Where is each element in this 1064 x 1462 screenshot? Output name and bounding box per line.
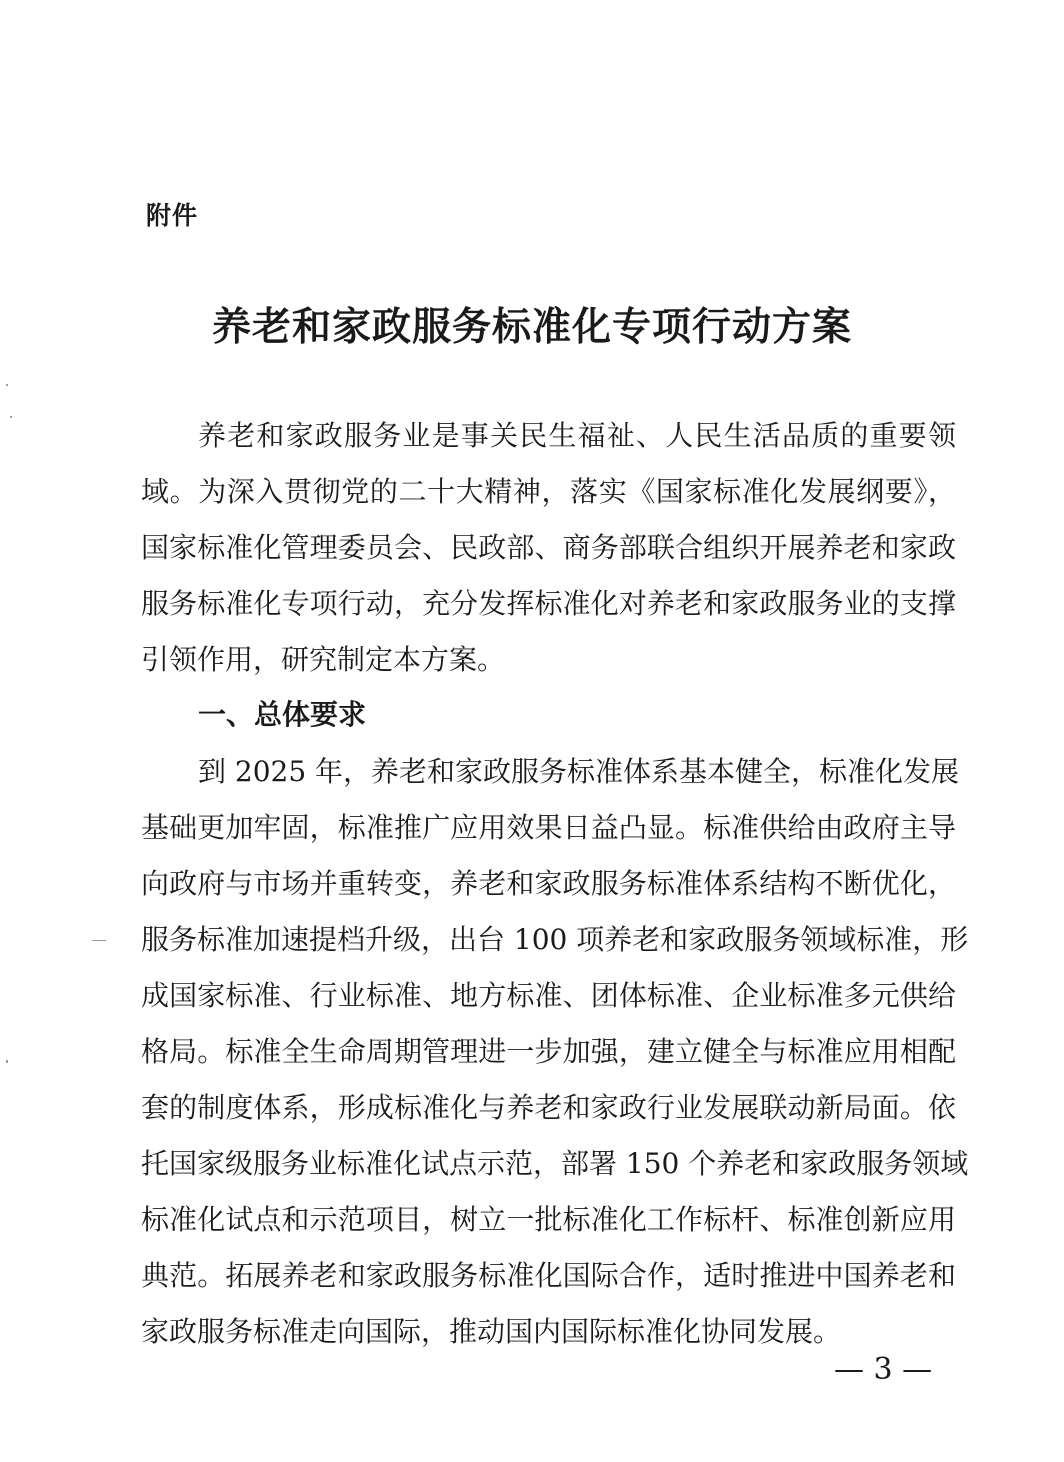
paragraph-line: 养老和家政服务业是事关民生福祉、人民生活品质的重要领 (198, 419, 956, 452)
paragraph-line: 成国家标准、行业标准、地方标准、团体标准、企业标准多元供给 (141, 979, 956, 1012)
scan-mark (6, 1060, 8, 1063)
document-body (141, 408, 969, 1360)
paragraph-line: 服务标准加速提档升级，出台 100 项养老和家政服务领域标准，形 (141, 923, 969, 956)
paragraph-line: 家政服务标准走向国际，推动国内国际标准化协同发展。 (141, 1315, 842, 1348)
paragraph-line: 服务标准化专项行动，充分发挥标准化对养老和家政服务业的支撑 (141, 587, 956, 620)
paragraph-line: 标准化试点和示范项目，树立一批标准化工作标杆、标准创新应用 (141, 1203, 956, 1236)
paragraph-line: 到 2025 年，养老和家政服务标准体系基本健全，标准化发展 (198, 755, 960, 788)
paragraph-line: 套的制度体系，形成标准化与养老和家政行业发展联动新局面。依 (141, 1091, 956, 1124)
attachment-label: 附件 (146, 201, 199, 230)
paragraph-line: 格局。标准全生命周期管理进一步加强，建立健全与标准应用相配 (141, 1035, 956, 1068)
document-title: 养老和家政服务标准化专项行动方案 (211, 305, 852, 350)
scan-mark (10, 416, 12, 418)
paragraph-line: 基础更加牢固，标准推广应用效果日益凸显。标准供给由政府主导 (141, 811, 956, 844)
paragraph-line: 引领作用，研究制定本方案。 (141, 643, 506, 676)
section-heading: 一、总体要求 (198, 698, 367, 731)
paragraph-line: 典范。拓展养老和家政服务标准化国际合作，适时推进中国养老和 (141, 1259, 956, 1292)
paragraph-line: 域。为深入贯彻党的二十大精神，落实《国家标准化发展纲要》， (141, 475, 956, 508)
paragraph-line: 国家标准化管理委员会、民政部、商务部联合组织开展养老和家政 (141, 531, 956, 564)
paragraph-line: 托国家级服务业标准化试点示范，部署 150 个养老和家政服务领域 (141, 1147, 969, 1180)
scan-mark (92, 940, 106, 941)
paragraph-line: 向政府与市场并重转变，养老和家政服务标准体系结构不断优化， (141, 867, 956, 900)
page-number: — 3 — (834, 1352, 933, 1387)
scan-mark (6, 384, 8, 386)
